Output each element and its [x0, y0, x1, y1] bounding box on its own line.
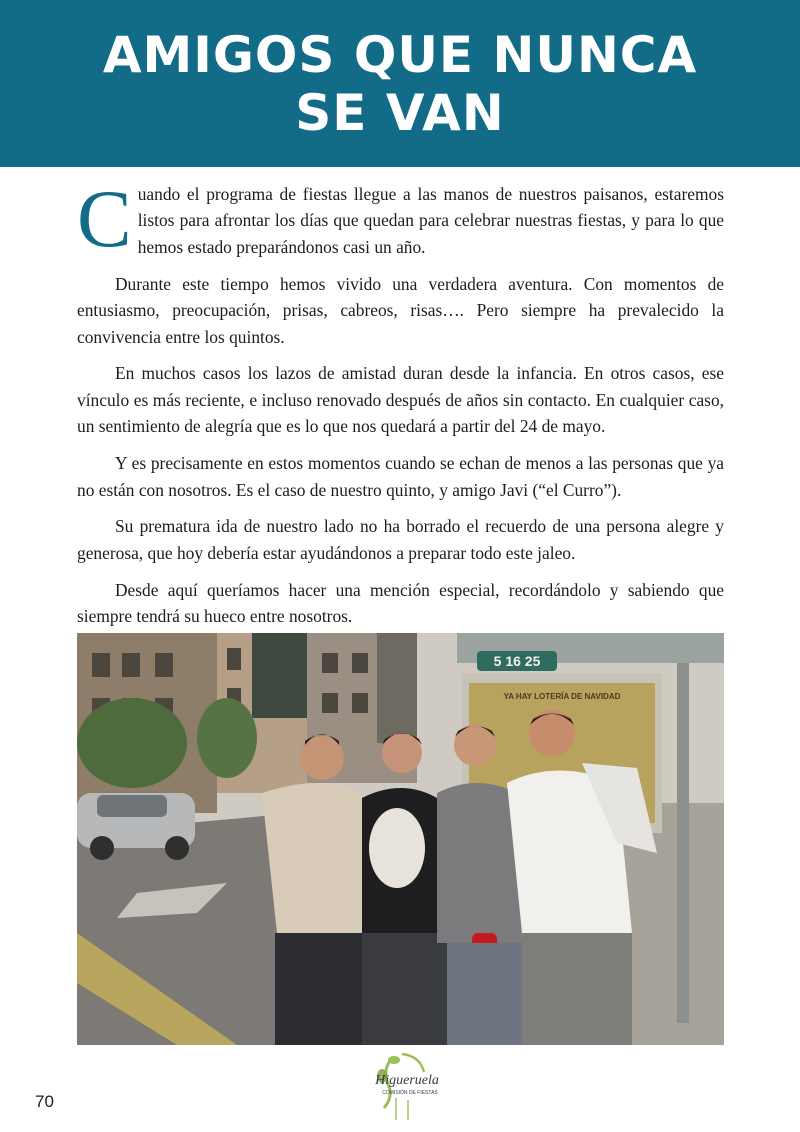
paragraph-3: En muchos casos los lazos de amistad duran desde la infancia. En otros casos, ese vínculo es más reciente, e incluso renovado después de años sin contacto. En cualquier caso, un sentimiento de alegría que es lo que nos quedará a partir del 24 de mayo. [77, 363, 724, 437]
title-banner [0, 0, 800, 167]
logo-text: Higueruela [375, 1073, 439, 1088]
paragraph-2: Durante este tiempo hemos vivido una verdadera aventura. Con momentos de entusiasmo, preocupación, prisas, cabreos, risas…. Pero siempre ha prevalecido la convivencia entre los quintos. [77, 273, 724, 347]
higueruela-logo [362, 1050, 452, 1122]
page-title [103, 26, 697, 142]
paragraph-5: Su prematura ida de nuestro lado no ha borrado el recuerdo de una persona alegre y generosa, que hoy debería estar ayudándonos a preparar todo este jaleo. [77, 516, 724, 563]
logo-emblem [362, 1050, 452, 1122]
paragraph-4: Y es precisamente en estos momentos cuando se echan de menos a las personas que ya no están con nosotros. Es el caso de nuestro quinto, y amigo Javi (“el Curro”). [77, 453, 724, 500]
logo-subtext: COMISIÓN DE FIESTAS [382, 1090, 438, 1096]
page-number: 70 [35, 1092, 54, 1111]
paragraph-1-text: uando el programa de fiestas llegue a las manos de nuestros paisanos, estaremos listos para afrontar los días que quedan para celebrar nuestras fiestas, y para lo que hemos estado preparándonos casi un año. [137, 184, 724, 257]
article-body [77, 173, 724, 667]
street-photo-illustration [77, 633, 724, 1045]
billboard-text: YA HAY LOTERÍA DE NAVIDAD [503, 692, 621, 701]
title-line-1: AMIGOS QUE NUNCA [102, 25, 698, 84]
group-photo [77, 633, 724, 1045]
title-line-2: SE VAN [295, 83, 505, 142]
drop-cap: C [77, 173, 132, 264]
bus-sign-text: 5 16 25 [493, 653, 541, 669]
paragraph-1 [77, 173, 724, 264]
paragraph-6: Desde aquí queríamos hacer una mención especial, recordándolo y sabiendo que siempre tendrá su hueco entre nosotros. [77, 579, 724, 627]
